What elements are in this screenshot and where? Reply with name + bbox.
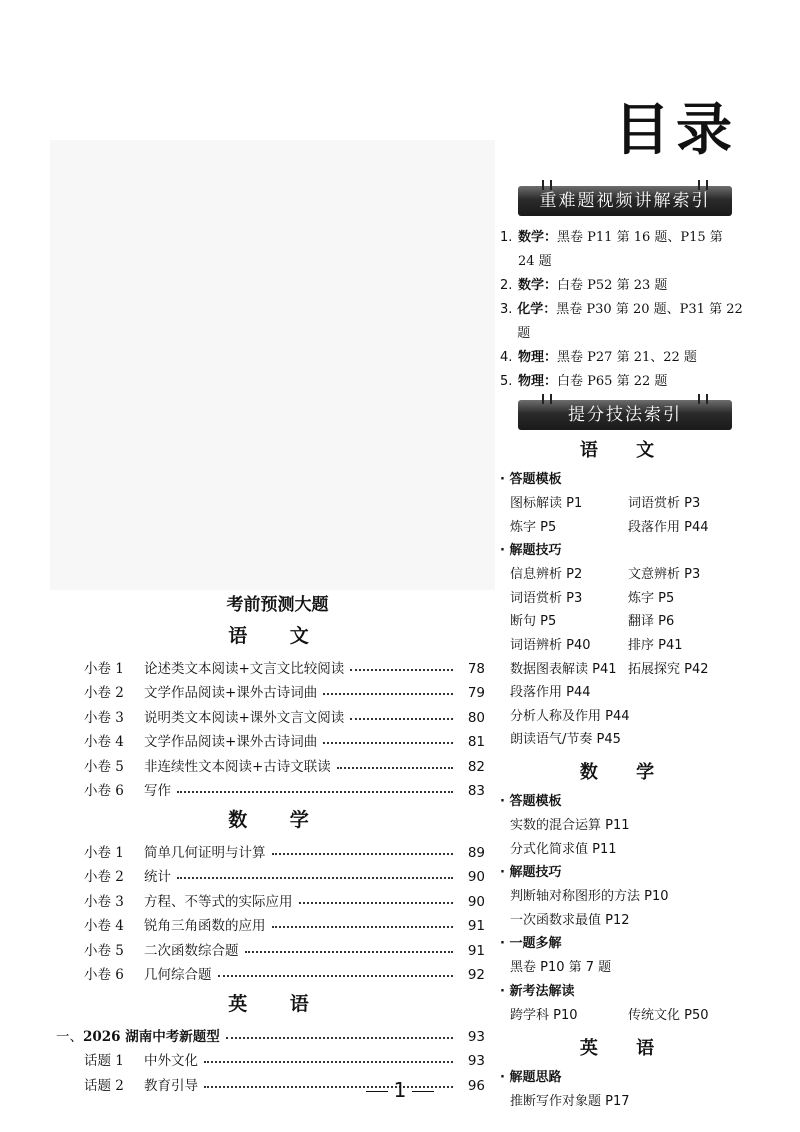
toc-title: 文学作品阅读+课外古诗词曲 — [144, 734, 318, 750]
subject-heading-chinese: 语 文 — [579, 440, 671, 461]
toc-page: 79 — [467, 685, 485, 701]
dash-left — [366, 1091, 388, 1092]
toc-page: 93 — [467, 1028, 485, 1045]
toc-number: 小卷 2 — [84, 869, 124, 885]
leader-dots — [350, 669, 453, 671]
index-entry[interactable]: 拓展探究 P42 — [628, 661, 709, 677]
toc-row[interactable] — [70, 701, 485, 726]
leader-dots — [323, 693, 453, 695]
toc-page: 90 — [467, 893, 485, 910]
item-subject: 化学： — [517, 302, 557, 317]
item-text: 白卷 P65 第 22 题 — [557, 374, 668, 389]
video-item[interactable] — [500, 274, 750, 298]
index-entry[interactable]: 翻译 P6 — [628, 614, 675, 630]
category-heading: · 一题多解 — [500, 932, 750, 956]
index-entry[interactable]: 排序 P41 — [628, 637, 683, 653]
category-grid — [500, 492, 750, 539]
toc-number: 小卷 2 — [84, 685, 124, 701]
category-list — [500, 681, 750, 752]
index-entry[interactable]: 断句 P5 — [510, 614, 557, 630]
category-list — [500, 885, 750, 932]
toc-page: 83 — [467, 783, 485, 799]
toc-title: 二次函数综合题 — [144, 942, 239, 959]
leader-dots — [272, 926, 454, 928]
video-item[interactable] — [500, 298, 750, 346]
index-entry[interactable]: 黑卷 P10 第 7 题 — [510, 960, 612, 976]
subject-heading-math: 数 学 — [579, 761, 671, 783]
item-number: 4. — [500, 350, 513, 365]
leader-dots — [204, 1061, 453, 1063]
leader-dots — [272, 853, 454, 855]
leader-dots — [337, 767, 453, 769]
item-subject: 物理： — [518, 350, 558, 365]
toc-number: 小卷 1 — [84, 844, 124, 861]
leader-dots — [350, 718, 453, 720]
video-item[interactable] — [500, 226, 750, 250]
toc-title: 几何综合题 — [144, 967, 212, 983]
toc-page: 90 — [467, 869, 485, 885]
index-entry[interactable]: 词语赏析 P3 — [510, 590, 583, 606]
toc-row[interactable] — [70, 1045, 485, 1070]
toc-page: 91 — [467, 918, 485, 934]
toc-row[interactable] — [70, 934, 485, 959]
subject-heading-english: 英 语 — [579, 1037, 671, 1059]
video-index-list — [500, 226, 750, 394]
toc-number: 小卷 3 — [84, 893, 124, 910]
category-grid — [500, 1004, 750, 1028]
toc-title: 2026 湖南中考新题型 — [83, 1028, 220, 1045]
item-number: 5. — [500, 374, 513, 389]
toc-title: 锐角三角函数的应用 — [144, 918, 266, 934]
subject-heading-math: 数 学 — [228, 809, 327, 831]
video-item[interactable] — [500, 346, 750, 370]
toc-page: 81 — [467, 734, 485, 750]
toc-title: 说明类文本阅读+课外文言文阅读 — [144, 709, 345, 726]
index-entry[interactable]: 数据图表解读 P41 — [510, 661, 617, 677]
item-number: 2. — [500, 278, 513, 293]
index-entry[interactable]: 传统文化 P50 — [628, 1007, 709, 1023]
toc-number: 话题 2 — [84, 1077, 124, 1094]
toc-row[interactable] — [70, 677, 485, 702]
leader-dots — [226, 1037, 453, 1039]
item-subject: 数学： — [518, 278, 558, 293]
toc-title: 非连续性文本阅读+古诗文联读 — [144, 758, 331, 775]
category-list — [500, 814, 750, 861]
video-index-banner: 重难题视频讲解索引 — [518, 186, 732, 216]
toc-title: 写作 — [144, 783, 171, 799]
toc-number: 小卷 5 — [84, 758, 124, 775]
index-entry[interactable]: 图标解读 P1 — [510, 496, 583, 511]
toc-number: 小卷 6 — [84, 967, 124, 983]
leader-dots — [299, 902, 454, 904]
toc-row[interactable] — [70, 910, 485, 935]
category-list — [500, 1090, 750, 1114]
leader-dots — [177, 791, 453, 793]
toc-title: 统计 — [144, 869, 171, 885]
toc-row[interactable] — [70, 726, 485, 751]
index-entry[interactable]: 一次函数求最值 P12 — [510, 912, 630, 928]
index-entry[interactable]: 文意辨析 P3 — [628, 567, 701, 583]
index-entry[interactable]: 炼字 P5 — [628, 590, 675, 606]
index-entry[interactable]: 实数的混合运算 P11 — [510, 817, 630, 833]
subject-heading-english: 英 语 — [228, 993, 327, 1015]
index-entry[interactable]: 跨学科 P10 — [510, 1007, 578, 1023]
item-text: 黑卷 P27 第 21、22 题 — [557, 350, 697, 365]
toc-title: 简单几何证明与计算 — [144, 844, 266, 861]
toc-page: 82 — [467, 758, 485, 775]
index-entry[interactable]: 信息辨析 P2 — [510, 567, 583, 583]
category-heading: · 答题模板 — [500, 468, 750, 492]
leader-dots — [245, 951, 454, 953]
toc-number: 小卷 6 — [84, 783, 124, 799]
subject-heading-chinese: 语 文 — [228, 625, 327, 647]
item-text: 白卷 P52 第 23 题 — [557, 278, 668, 293]
category-heading: · 新考法解读 — [500, 980, 750, 1004]
video-item[interactable] — [500, 370, 750, 394]
toc-page: 80 — [467, 709, 485, 726]
toc-row[interactable] — [70, 750, 485, 775]
index-entry[interactable]: 判断轴对称图形的方法 P10 — [510, 889, 669, 905]
toc-left-column — [56, 590, 485, 1094]
toc-page: 96 — [467, 1077, 485, 1094]
index-entry[interactable]: 段落作用 P44 — [628, 519, 709, 535]
toc-row[interactable] — [70, 652, 485, 677]
toc-page: 89 — [467, 844, 485, 861]
index-entry[interactable]: 词语赏析 P3 — [628, 496, 701, 511]
skills-index-banner: 提分技法索引 — [518, 400, 732, 430]
category-heading: · 解题技巧 — [500, 539, 750, 563]
toc-title: 文学作品阅读+课外古诗词曲 — [144, 685, 318, 701]
toc-title: 教育引导 — [144, 1077, 198, 1094]
toc-number: 小卷 5 — [84, 942, 124, 959]
toc-page: 78 — [467, 660, 485, 677]
toc-row[interactable] — [70, 775, 485, 800]
toc-title: 论述类文本阅读+文言文比较阅读 — [144, 660, 345, 677]
item-text: 黑卷 P30 第 20 题、P31 第 22 题 — [517, 302, 743, 341]
index-entry[interactable]: 词语辨析 P40 — [510, 637, 591, 653]
toc-page: 91 — [467, 942, 485, 959]
toc-row[interactable] — [70, 885, 485, 910]
item-subject: 物理： — [518, 374, 558, 389]
dash-right — [412, 1091, 434, 1092]
index-right-column — [500, 186, 750, 1113]
index-entry[interactable]: 分析人称及作用 P44 — [510, 708, 630, 724]
index-entry[interactable]: 段落作用 P44 — [510, 685, 591, 701]
index-entry[interactable]: 炼字 P5 — [510, 519, 557, 535]
toc-row[interactable] — [70, 959, 485, 984]
toc-number: 小卷 4 — [84, 734, 124, 750]
item-number: 3. — [500, 302, 513, 317]
toc-number: 话题 1 — [84, 1053, 124, 1069]
toc-number: 一、 — [56, 1028, 83, 1045]
item-text: 黑卷 P11 第 16 题、P15 第 — [557, 230, 723, 245]
toc-row-top[interactable] — [56, 1020, 485, 1045]
toc-number: 小卷 3 — [84, 709, 124, 726]
page-title: 目录 — [614, 98, 738, 163]
category-grid — [500, 563, 750, 681]
leader-dots — [218, 975, 454, 977]
toc-row[interactable] — [70, 861, 485, 886]
page-number-value: 1 — [393, 1078, 407, 1102]
item-continuation: 24 题 — [518, 254, 552, 269]
toc-row[interactable] — [70, 836, 485, 861]
toc-number: 小卷 4 — [84, 918, 124, 934]
category-heading: · 解题技巧 — [500, 861, 750, 885]
category-heading: · 答题模板 — [500, 790, 750, 814]
index-entry[interactable]: 朗读语气/节奏 P45 — [510, 732, 621, 748]
index-entry[interactable]: 推断写作对象题 P17 — [510, 1093, 630, 1109]
leader-dots — [323, 742, 453, 744]
leader-dots — [177, 877, 453, 879]
toc-title: 方程、不等式的实际应用 — [144, 893, 293, 910]
section-heading: 考前预测大题 — [226, 595, 329, 615]
category-heading: · 解题思路 — [500, 1066, 750, 1090]
item-subject: 数学： — [518, 230, 558, 245]
category-list — [500, 956, 750, 980]
toc-page: 93 — [467, 1053, 485, 1069]
image-placeholder — [50, 140, 495, 590]
toc-title: 中外文化 — [144, 1053, 198, 1069]
index-entry[interactable]: 分式化简求值 P11 — [510, 841, 617, 857]
toc-page: 92 — [467, 967, 485, 983]
item-number: 1. — [500, 230, 513, 245]
toc-number: 小卷 1 — [84, 660, 124, 677]
